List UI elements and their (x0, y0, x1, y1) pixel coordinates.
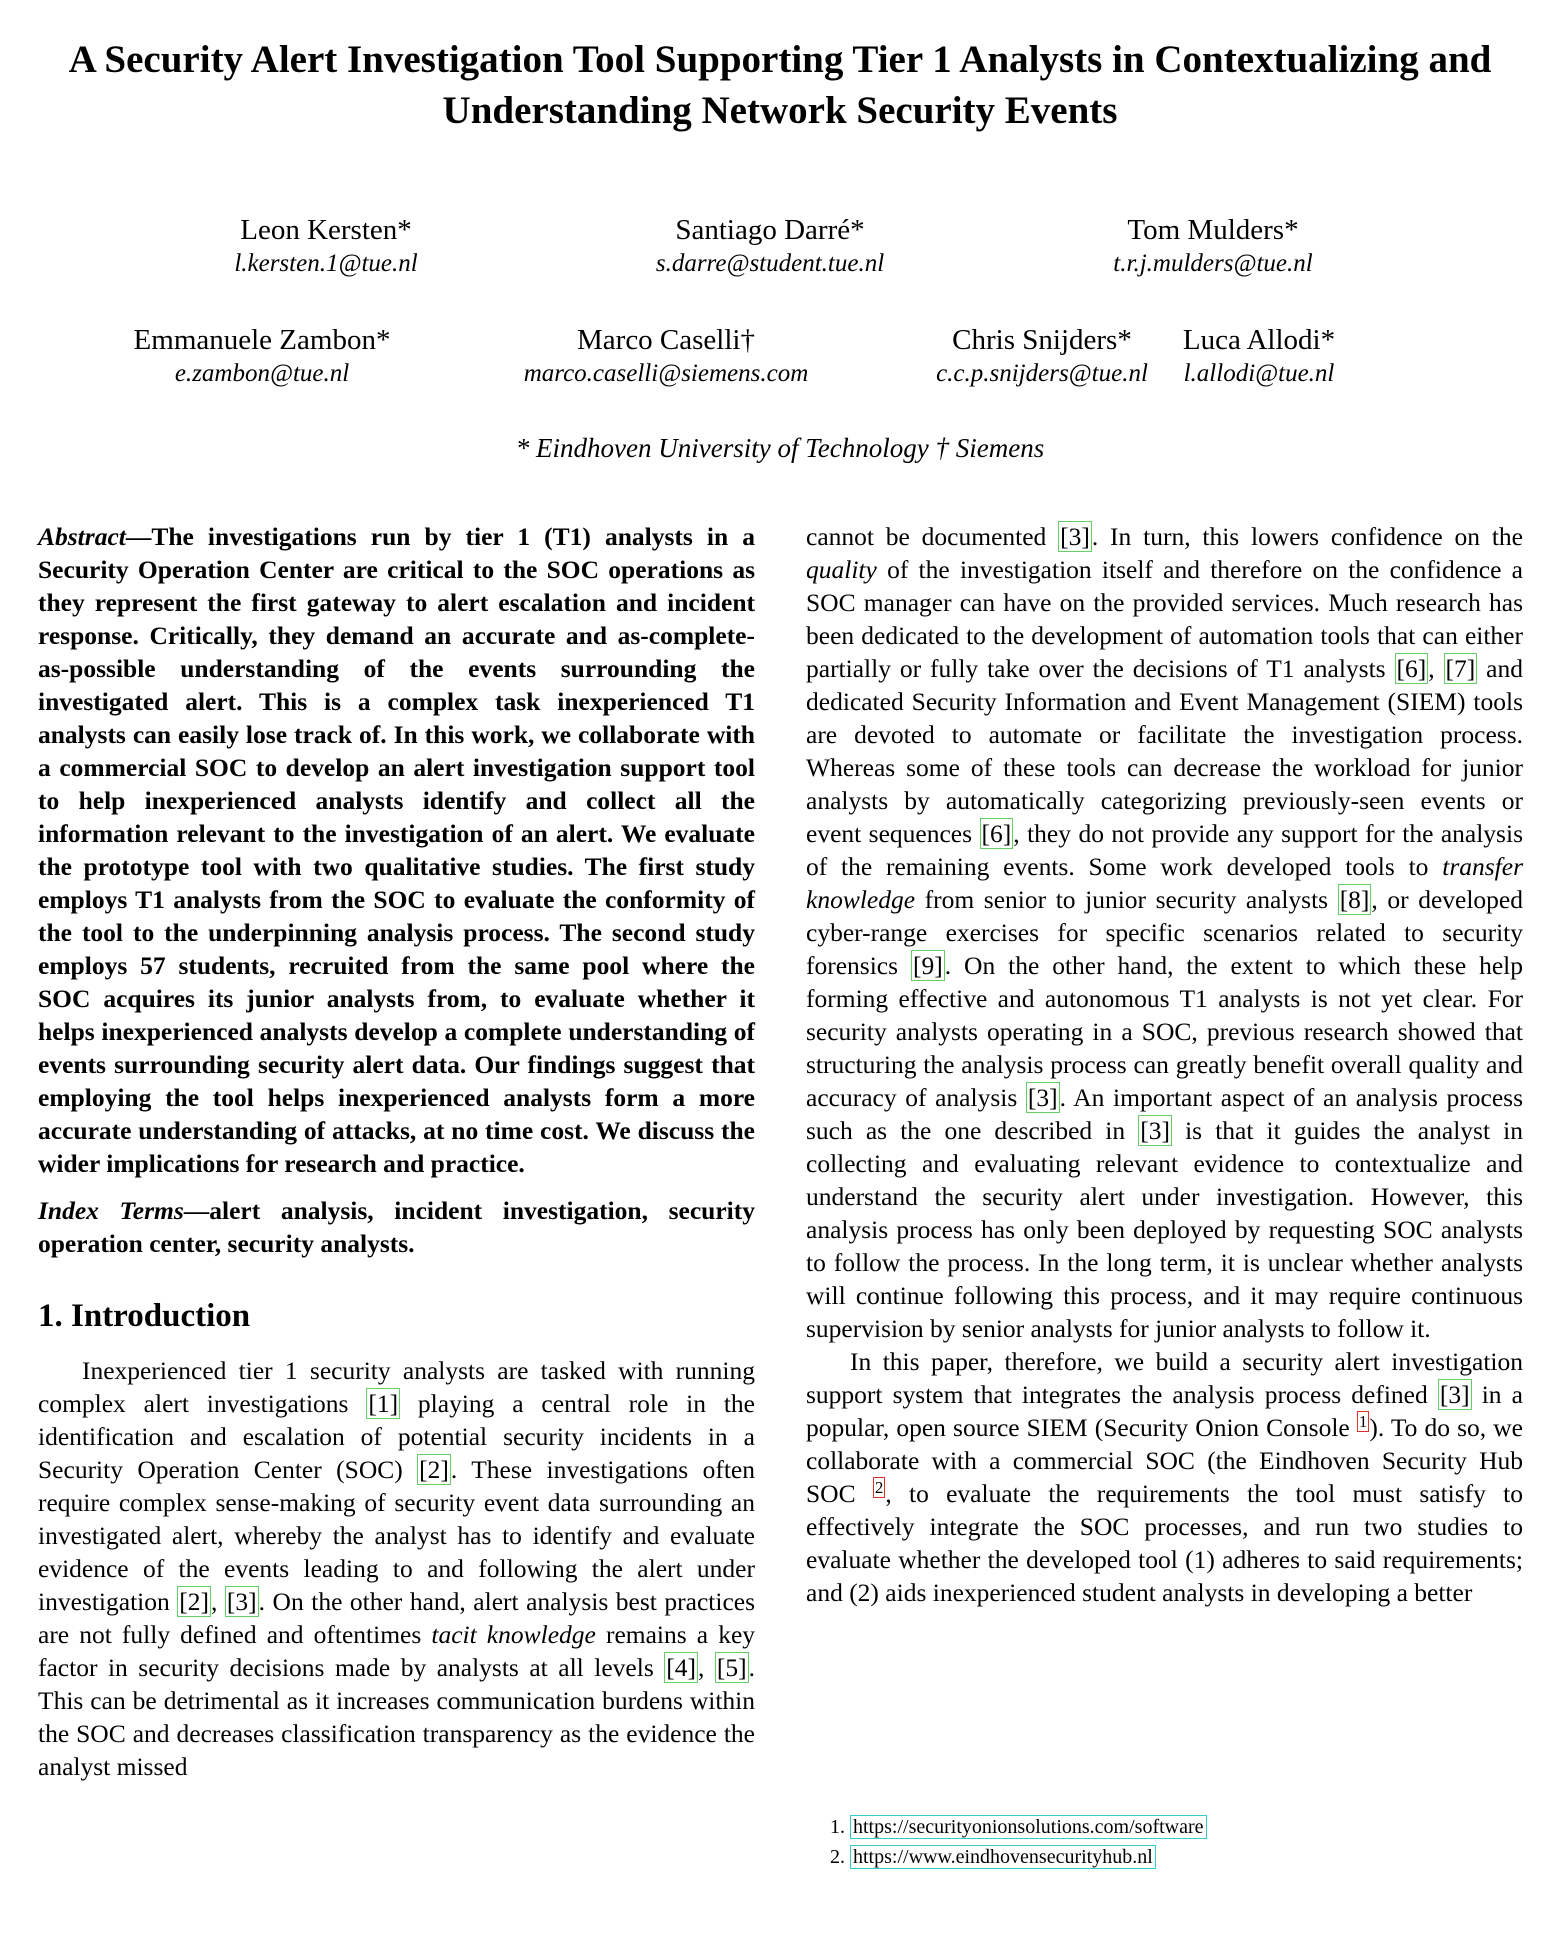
footnote-number: 1. (830, 1816, 845, 1838)
text-run: . This can be detrimental as it increases communication burdens within the SOC and decreases classification transparency as the evidence the analyst missed (38, 1653, 756, 1781)
text-run: , (211, 1587, 225, 1616)
index-terms-lead: Index Terms (38, 1196, 184, 1225)
text-run: , to evaluate the requirements the tool must satisfy to effectively integrate the SOC processes, and run two studies to evaluate whether the developed tool (1) adheres to said requirements; and (2) aids inexperienced student analysts in developing a better (806, 1479, 1523, 1607)
section-heading: 1. Introduction (38, 1298, 251, 1334)
author-email: c.c.p.snijders@tue.nl (936, 360, 1148, 387)
citation-link[interactable]: [6] (1396, 654, 1427, 683)
text-run: . On the other hand, the extent to which these help forming effective and autonomous T1 analysts is not yet clear. For security analysts operating in a SOC, previous research showed that structuring the analysis process can greatly benefit overall quality and accuracy of analysis (806, 951, 1523, 1112)
text-run: . On the other hand, alert analysis best practices are not fully defined and oftentimes (38, 1587, 756, 1649)
footnote-1 (830, 1812, 1530, 1842)
index-terms (38, 1194, 755, 1260)
text-run: from senior to junior security analysts (915, 885, 1338, 914)
author-2 (570, 212, 970, 280)
author-4 (62, 322, 462, 390)
emphasis-text: quality (806, 555, 877, 584)
author-3 (1013, 212, 1413, 280)
paper-title: A Security Alert Investigation Tool Supporting Tier 1 Analysts in Contextualizing and Understanding Network Security Events (68, 38, 1492, 132)
footnote-number: 2. (830, 1846, 845, 1868)
text-run: . These investigations often require complex sense-making of security event data surrounding an investigated alert, whereby the analyst has to identify and evaluate evidence of the events leading to and following the alert under investigation (38, 1455, 755, 1616)
abstract-lead: Abstract (38, 522, 126, 551)
author-email: l.kersten.1@tue.nl (234, 250, 418, 277)
text-run: cannot be documented (806, 522, 1059, 551)
abstract (38, 520, 755, 1180)
footnote-2 (830, 1842, 1530, 1872)
author-name: Santiago Darré* (675, 214, 865, 246)
citation-link[interactable]: [6] (981, 819, 1012, 848)
author-email: s.darre@student.tue.nl (655, 250, 885, 277)
citation-link[interactable]: [3] (1439, 1380, 1470, 1409)
footnotes (830, 1812, 1530, 1872)
citation-link[interactable]: [2] (419, 1455, 449, 1484)
citation-link[interactable]: [8] (1339, 885, 1370, 914)
citation-link[interactable]: [3] (1027, 1083, 1058, 1112)
text-run: of the investigation itself and therefore on the confidence a SOC manager can have on the provided services. Much research has been dedicated to the development of automation tools that can either partially or fully take over the decisions of T1 analysts (806, 555, 1523, 683)
author-email: l.allodi@tue.nl (1183, 360, 1335, 387)
intro-paragraph (38, 1354, 755, 1783)
citation-link[interactable]: [7] (1445, 654, 1476, 683)
author-name: Tom Mulders* (1127, 214, 1299, 246)
footnote-ref[interactable]: 2 (874, 1477, 884, 1497)
text-run: Inexperienced tier 1 security analysts are tasked with running complex alert investigations (38, 1356, 755, 1418)
text-run: and dedicated Security Information and Event Management (SIEM) tools are devoted to automate or facilitate the investigation process. Whereas some of these tools can decrease the workload for junior analysts by automatically categorizing previously-seen events or event sequences (806, 654, 1524, 848)
emphasis-text: tacit knowledge (431, 1620, 596, 1649)
citation-link[interactable]: [2] (179, 1587, 209, 1616)
text-run: in a popular, open source SIEM (Security Onion Console (806, 1380, 1523, 1442)
text-run: remains a key factor in security decisions made by analysts at all levels (38, 1620, 756, 1682)
citation-link[interactable]: [5] (716, 1653, 747, 1682)
text-run: . In turn, this lowers confidence on the (1091, 522, 1523, 551)
footnote-link[interactable]: https://securityonionsolutions.com/software (850, 1815, 1207, 1839)
author-1 (126, 212, 526, 280)
author-name: Luca Allodi* (1182, 324, 1336, 356)
citation-link[interactable]: [3] (1060, 522, 1090, 551)
author-email: marco.caselli@siemens.com (523, 360, 809, 387)
text-run: . An important aspect of an analysis process such as the one described in (806, 1083, 1523, 1145)
abstract-text: —The investigations run by tier 1 (T1) analysts in a Security Operation Center are critical to the SOC operations as they represent the first gateway to alert escalation and incident response. Critically, they demand an accurate and as-complete-as-possible understanding of the events surrounding the investigated alert. This is a complex task inexperienced T1 analysts can easily lose track of. In this work, we collaborate with a commercial SOC to develop an alert investigation support tool to help inexperienced analysts identify and collect all the information relevant to the investigation of an alert. We evaluate the prototype tool with two qualitative studies. The first study employs T1 analysts from the SOC to evaluate the conformity of the tool to the underpinning analysis process. The second study employs 57 students, recruited from the same pool where the SOC acquires its junior analysts from, to evaluate whether it helps inexperienced analysts develop a complete understanding of events surrounding security alert data. Our findings suggest that employing the tool helps inexperienced analysts form a more accurate understanding of attacks, at no time cost. We discuss the wider implications for research and practice. (38, 522, 755, 1178)
citation-link[interactable]: [9] (912, 951, 943, 980)
author-7 (1109, 322, 1409, 390)
text-run: , or developed cyber-range exercises for specific scenarios related to security forensics (806, 885, 1524, 980)
citation-link[interactable]: [3] (226, 1587, 257, 1616)
text-run: , they do not provide any support for the analysis of the remaining events. Some work developed tools to (806, 819, 1523, 881)
index-terms-text: —alert analysis, incident investigation, security operation center, security analysts. (38, 1196, 755, 1258)
footnote-ref[interactable]: 1 (1358, 1411, 1368, 1431)
author-name: Emmanuele Zambon* (133, 324, 391, 356)
citation-link[interactable]: [1] (368, 1389, 399, 1418)
affiliations: * Eindhoven University of Technology † Siemens (515, 433, 1045, 463)
author-name: Chris Snijders* (952, 324, 1132, 356)
text-run: is that it guides the analyst in collecting and evaluating relevant evidence to contextualize and understand the security alert under investigation. However, this analysis process has only been deployed by requesting SOC analysts to follow the process. In the long term, it is unclear whether analysts will continue following this process, and it may require continuous supervision by senior analysts for junior analysts to follow it. (806, 1116, 1523, 1343)
author-email: e.zambon@tue.nl (174, 360, 350, 387)
citation-link[interactable]: [4] (666, 1653, 697, 1682)
right-column (806, 520, 1523, 1609)
text-run: , (1428, 654, 1444, 683)
text-run: ). To do so, we collaborate with a commercial SOC (the Eindhoven Security Hub SOC (806, 1413, 1523, 1508)
footnote-link[interactable]: https://www.eindhovensecurityhub.nl (850, 1845, 1156, 1869)
text-run: , (698, 1653, 715, 1682)
left-column (38, 520, 755, 1783)
author-name: Marco Caselli† (577, 324, 755, 356)
body-paragraph (806, 1345, 1523, 1609)
text-run: playing a central role in the identification and escalation of potential security incidents in a Security Operation Center (SOC) (38, 1389, 755, 1484)
author-email: t.r.j.mulders@tue.nl (1113, 250, 1313, 277)
author-name: Leon Kersten* (240, 214, 412, 246)
text-run: In this paper, therefore, we build a security alert investigation support system that integrates the analysis process defined (806, 1347, 1523, 1409)
body-paragraph (806, 520, 1523, 1345)
author-5 (466, 322, 866, 390)
citation-link[interactable]: [3] (1140, 1116, 1170, 1145)
emphasis-text: transfer knowledge (806, 852, 1523, 914)
